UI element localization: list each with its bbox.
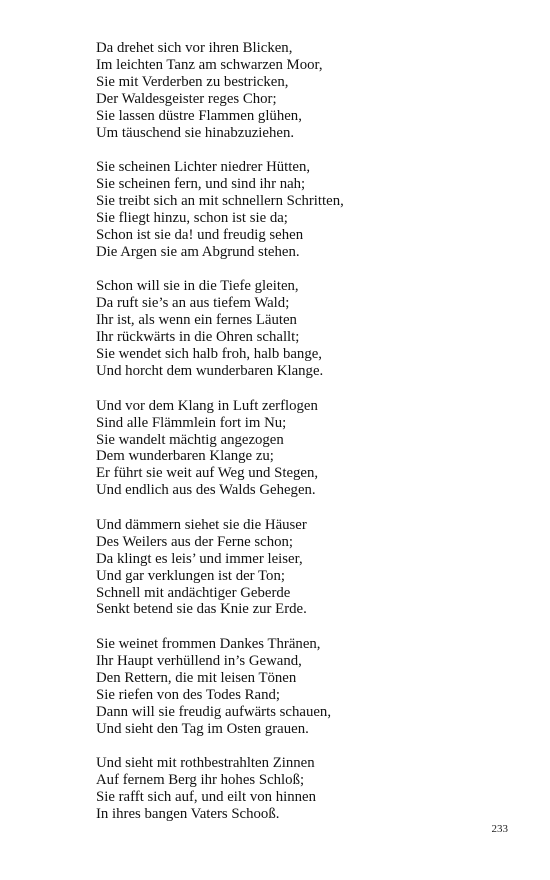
poem-line: Schon ist sie da! und freudig sehen	[96, 226, 304, 243]
poem-line: Ihr rückwärts in die Ohren schallt;	[96, 329, 300, 346]
poem-line: Und sieht mit rothbestrahlten Zinnen	[96, 755, 315, 772]
poem-line: Schnell mit andächtiger Geberde	[96, 584, 291, 601]
poem-line: Des Weilers aus der Ferne schon;	[96, 533, 294, 550]
poem-line: Sie fliegt hinzu, schon ist sie da;	[96, 209, 288, 226]
stanza	[96, 278, 526, 379]
poem-line: Sie wandelt mächtig angezogen	[96, 431, 284, 448]
poem-line: Den Rettern, die mit leisen Tönen	[96, 669, 297, 686]
page-number: 233	[491, 823, 508, 835]
poem-line: Schon will sie in die Tiefe gleiten,	[96, 278, 299, 295]
poem-line: Sie weinet frommen Dankes Thränen,	[96, 636, 321, 653]
poem-line: Sie wendet sich halb froh, halb bange,	[96, 346, 322, 363]
poem-line: Er führt sie weit auf Weg und Stegen,	[96, 465, 319, 482]
poem-line: Sie lassen düstre Flammen glühen,	[96, 107, 302, 124]
poem-line: Ihr ist, als wenn ein fernes Läuten	[96, 312, 297, 329]
poem-line: Und horcht dem wunderbaren Klange.	[96, 363, 324, 379]
poem-line: Senkt betend sie das Knie zur Erde.	[96, 601, 307, 618]
stanza	[96, 517, 526, 618]
stanza	[96, 755, 526, 823]
poem-line: Sind alle Flämmlein fort im Nu;	[96, 414, 287, 431]
poem-line: Da drehet sich vor ihren Blicken,	[96, 40, 293, 56]
poem-line: Auf fernem Berg ihr hohes Schloß;	[96, 772, 305, 789]
stanza	[96, 159, 526, 260]
stanza	[96, 398, 526, 499]
poem-line: Ihr Haupt verhüllend in’s Gewand,	[96, 653, 302, 670]
stanza	[96, 40, 526, 141]
stanza	[96, 636, 526, 737]
poem-line: Um täuschend sie hinabzuziehen.	[96, 124, 295, 141]
poem-line: Der Waldesgeister reges Chor;	[96, 90, 277, 107]
poem-line: Sie treibt sich an mit schnellern Schritten,	[96, 193, 344, 210]
poem-line: Im leichten Tanz am schwarzen Moor,	[96, 56, 323, 73]
poem-line: Sie scheinen fern, und sind ihr nah;	[96, 176, 306, 193]
poem-line: Da klingt es leis’ und immer leiser,	[96, 550, 303, 567]
poem-line: In ihres bangen Vaters Schooß.	[96, 806, 280, 823]
poem-line: Die Argen sie am Abgrund stehen.	[96, 243, 300, 260]
poem-line: Und dämmern siehet sie die Häuser	[96, 516, 307, 533]
poem-line: Da ruft sie’s an aus tiefem Wald;	[96, 295, 290, 312]
poem-line: Und vor dem Klang in Luft zerflogen	[96, 397, 318, 414]
poem-line: Dem wunderbaren Klange zu;	[96, 448, 274, 465]
poem-line: Sie riefen von des Todes Rand;	[96, 686, 281, 703]
poem-line: Dann will sie freudig aufwärts schauen,	[96, 703, 332, 720]
poem-line: Sie mit Verderben zu bestricken,	[96, 73, 289, 90]
poem-line: Sie rafft sich auf, und eilt von hinnen	[96, 789, 316, 806]
poem-line: Und endlich aus des Walds Gehegen.	[96, 482, 316, 499]
poem-text	[96, 40, 526, 841]
poem-line: Sie scheinen Lichter niedrer Hütten,	[96, 159, 311, 176]
poem-line: Und sieht den Tag im Osten grauen.	[96, 720, 309, 737]
poem-line: Und gar verklungen ist der Ton;	[96, 567, 285, 584]
